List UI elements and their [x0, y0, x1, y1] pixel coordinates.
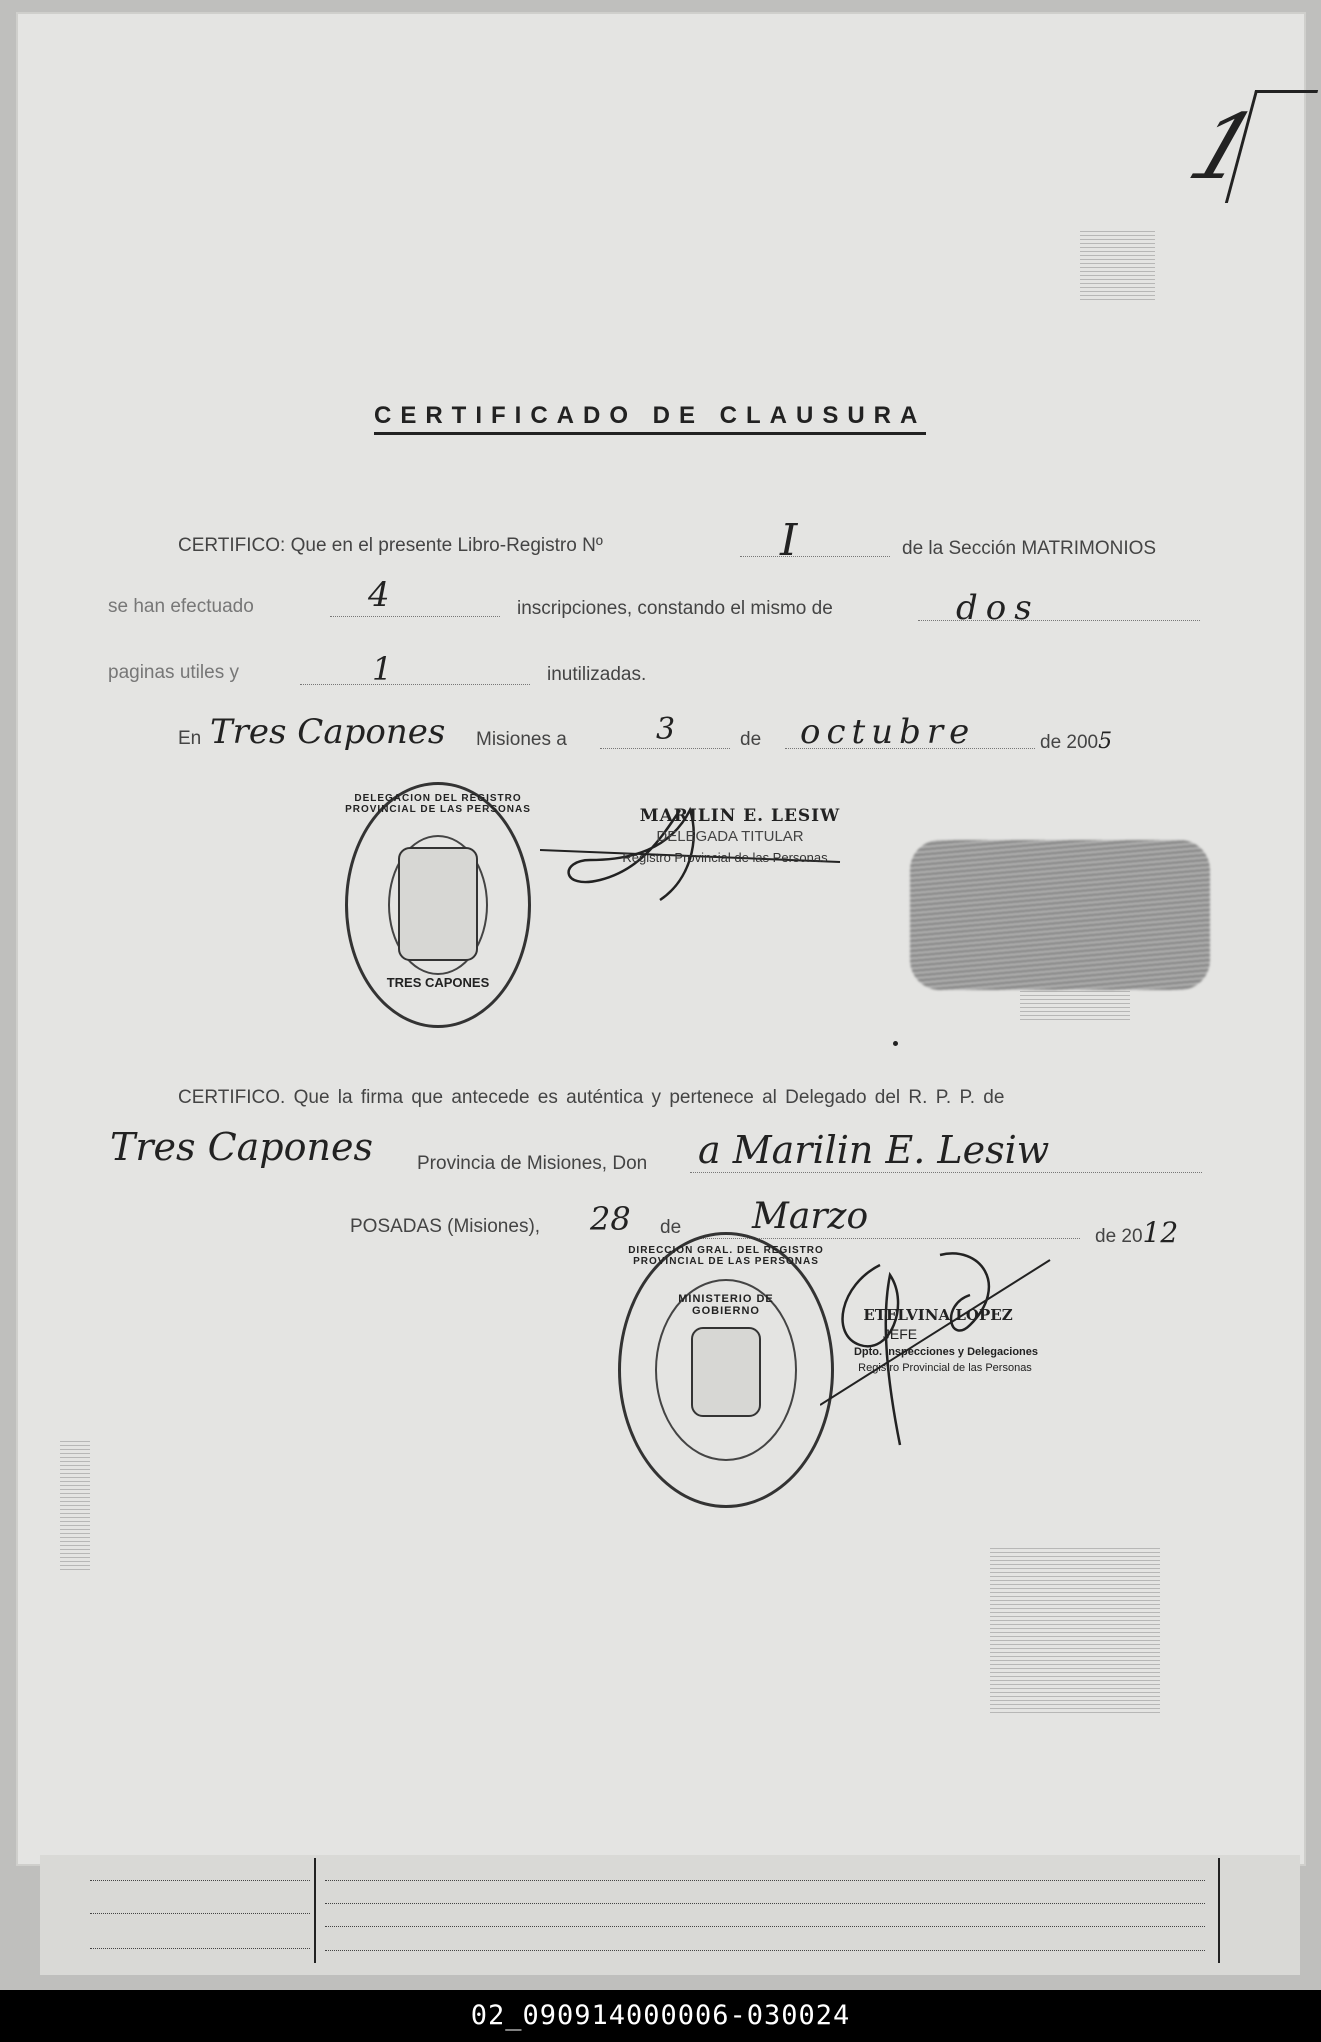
first-signer-office: Registro Provincial de las Personas [622, 850, 828, 865]
legalization-name-line [690, 1172, 1202, 1173]
legalization-month: Marzo [752, 1196, 869, 1237]
delegation-seal-emblem [398, 847, 478, 961]
certifico-line3-suffix: inutilizadas. [547, 664, 647, 685]
first-signer-role: DELEGADA TITULAR [656, 828, 804, 845]
table-row [90, 1880, 310, 1881]
year-prefix: de 200 [1040, 732, 1099, 753]
table-row [325, 1903, 1205, 1904]
first-signer-name: MARILIN E. LESIW [639, 806, 841, 826]
table-row [325, 1926, 1205, 1927]
month-handwritten: octubre [800, 712, 976, 752]
legalization-line1: CERTIFICO. Que la firma que antecede es auténtica y pertenece al Delegado del R. P. P. de [178, 1087, 1005, 1108]
scan-noise-lower [990, 1548, 1160, 1713]
second-signer-office: Registro Provincial de las Personas [858, 1362, 1032, 1374]
table-row [325, 1880, 1205, 1881]
second-signer-role: JEFE [882, 1326, 918, 1342]
certifico-line3-prefix: paginas utiles y [108, 662, 239, 683]
ministry-seal-ring-text: DIRECCION GRAL. DEL REGISTRO PROVINCIAL DE LAS PERSONAS [628, 1245, 824, 1267]
certifico-line4-en: En [178, 728, 202, 749]
unused-count-line [300, 684, 530, 685]
legalization-year [1095, 1216, 1178, 1249]
legalization-day: 28 [590, 1200, 631, 1238]
legalization-place: Tres Capones [110, 1125, 373, 1169]
day-line [600, 748, 730, 749]
table-row [90, 1948, 310, 1949]
month-line [785, 748, 1035, 749]
certifico-line2-prefix: se han efectuado [108, 596, 254, 617]
delegation-seal [345, 782, 531, 1028]
ministry-seal-emblem [691, 1327, 761, 1417]
delegation-seal-bottom-text: TRES CAPONES [386, 975, 490, 990]
book-number: I [780, 515, 798, 566]
legalization-name: a Marilin E. Lesiw [698, 1128, 1050, 1172]
pages-count: dos [956, 588, 1040, 628]
legalization-line2-middle: Provincia de Misiones, Don [417, 1153, 648, 1174]
legalization-year-suffix: 12 [1142, 1216, 1179, 1249]
certifico-line4-misiones: Misiones a [476, 729, 567, 750]
document-id: 02_090914000006-030024 [470, 2000, 851, 2031]
pages-count-line [918, 620, 1200, 621]
inscriptions-line [330, 616, 500, 617]
certifico-line1-prefix: CERTIFICO: Que en el presente Libro-Registro Nº [178, 535, 603, 556]
unused-count: 1 [372, 650, 393, 688]
day-handwritten: 3 [656, 712, 676, 747]
ministry-seal [618, 1232, 834, 1508]
page-number-mark: 1 [1175, 95, 1272, 200]
delegation-seal-ring-text: DELEGACION DEL REGISTRO PROVINCIAL DE LAS PERSONAS [345, 793, 531, 815]
book-number-line [740, 556, 890, 557]
redacted-scribble [910, 840, 1210, 990]
legalization-line3-de: de [660, 1217, 682, 1238]
second-signer-dept: Dpto. Inspecciones y Delegaciones [853, 1346, 1038, 1358]
certifico-line1-suffix: de la Sección MATRIMONIOS [902, 538, 1157, 559]
year-digit: 5 [1098, 729, 1113, 754]
legalization-line3-prefix: POSADAS (Misiones), [350, 1216, 541, 1237]
certifico-line4-de: de [740, 729, 762, 750]
place-handwritten: Tres Capones [210, 712, 446, 752]
ruled-table-strip [40, 1855, 1300, 1975]
table-row [90, 1913, 310, 1914]
scan-noise-top [1080, 230, 1155, 300]
legalization-year-prefix: de 20 [1095, 1226, 1143, 1247]
table-divider-left [314, 1858, 316, 1963]
table-divider-right [1218, 1858, 1220, 1963]
ink-dot [893, 1041, 898, 1046]
certifico-line4-year [1040, 729, 1112, 754]
scan-noise-mid [1020, 990, 1130, 1020]
inscriptions-count: 4 [368, 575, 390, 615]
second-signer-name: ETELVINA LOPEZ [863, 1306, 1013, 1324]
certifico-line2-middle: inscripciones, constando el mismo de [517, 598, 833, 619]
scan-noise-margin [60, 1440, 90, 1570]
ministry-seal-inner-text: MINISTERIO DE GOBIERNO [678, 1293, 774, 1317]
table-row [325, 1950, 1205, 1951]
document-title: CERTIFICADO DE CLAUSURA [374, 402, 926, 435]
